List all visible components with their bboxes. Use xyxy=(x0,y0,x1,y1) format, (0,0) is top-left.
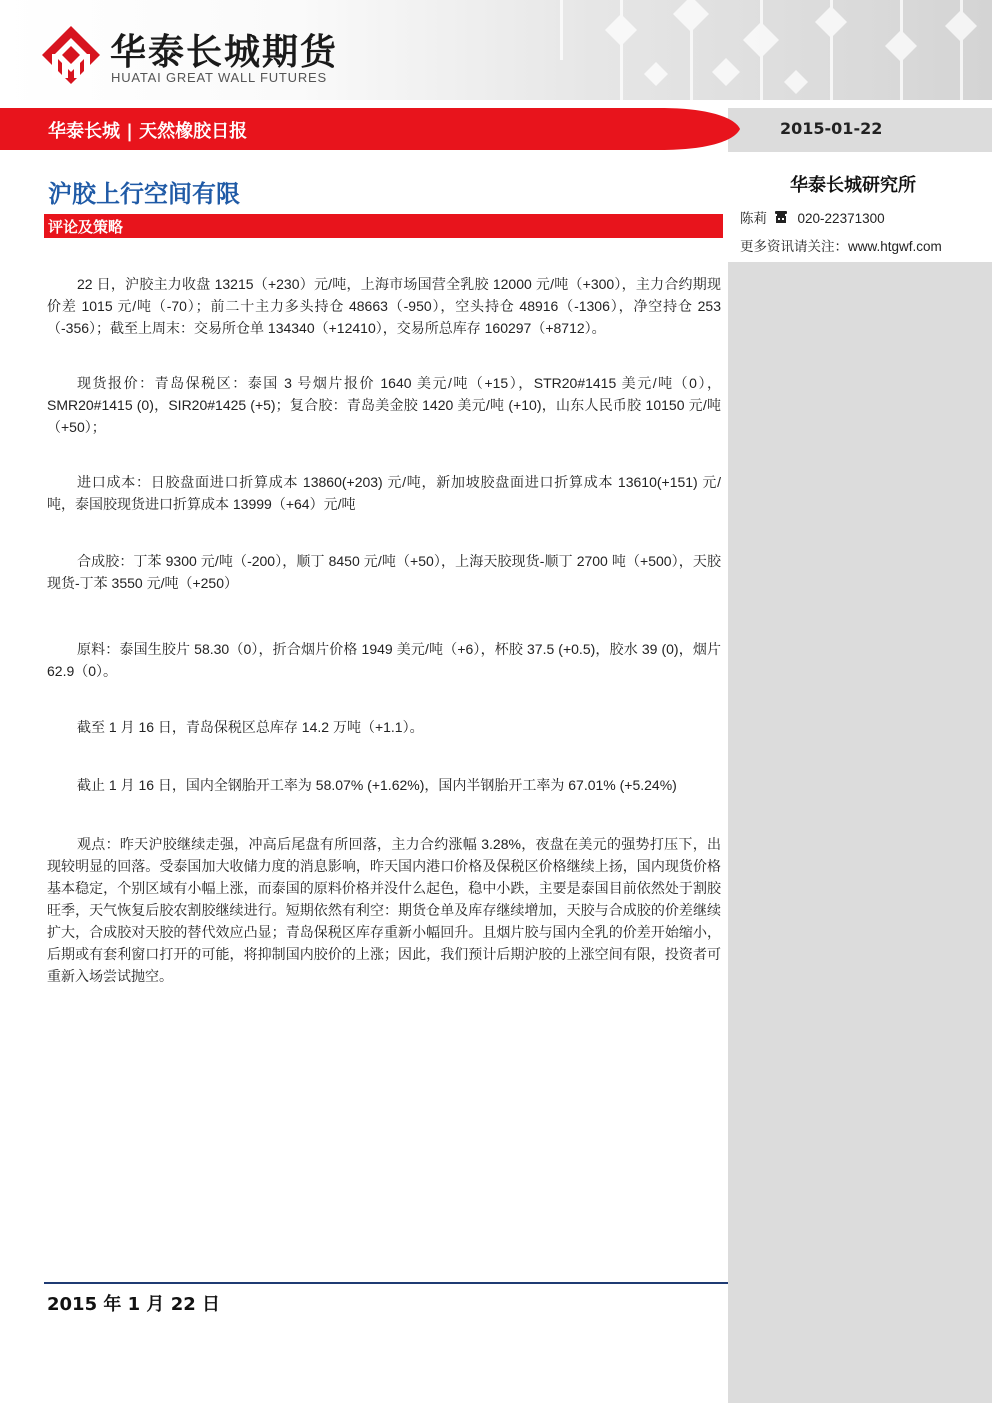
analyst-phone: 020-22371300 xyxy=(797,211,885,226)
paragraph-viewpoint: 观点：昨天沪胶继续走强，冲高后尾盘有所回落，主力合约涨幅 3.28%，夜盘在美元的强势打压下，出现较明显的回落。受泰国加大收储力度的消息影响，昨天国内港口价格及保税区价格继续上扬，国内现货价格基本稳定，个别区域有小幅上涨，而泰国的原料价格并没什么起色，稳中小跌，主要是泰国目前依然处于割胶旺季，天气恢复后胶农割胶继续进行。短期依然有利空：期货仓单及库存继续增加，天胶与合成胶的价差继续扩大，合成胶对天胶的替代效应凸显；青岛保税区库存重新小幅回升。且烟片胶与国内全乳的价差开始缩小，后期或有套利窗口打开的可能，将抑制国内胶价的上涨；因此，我们预计后期沪胶的上涨空间有限，投资者可重新入场尝试抛空。 xyxy=(47,836,721,984)
paragraph-tire-operating-rate: 截止 1 月 16 日，国内全钢胎开工率为 58.07% (+1.62%)，国内半钢胎开工率为 67.01% (+5.24%) xyxy=(77,777,677,793)
paragraph-spot-prices: 现货报价：青岛保税区：泰国 3 号烟片报价 1640 美元/吨（+15），STR20#1415 美元/吨（0），SMR20#1415 (0)，SIR20#1425 (+5)；复合胶：青岛美金胶 1420 美元/吨 (+10)，山东人民币胶 10150 元/吨（+50）； xyxy=(47,375,721,435)
huatai-logo-icon xyxy=(42,26,100,84)
institute-name: 华泰长城研究所 xyxy=(790,175,916,196)
paragraph-bonded-inventory: 截至 1 月 16 日，青岛保税区总库存 14.2 万吨（+1.1）。 xyxy=(77,719,424,735)
website-info[interactable]: 更多资讯请关注：www.htgwf.com xyxy=(740,239,942,254)
header-banner xyxy=(0,0,992,100)
sidebar xyxy=(728,108,992,1403)
page-title: 沪胶上行空间有限 xyxy=(48,180,240,208)
paragraph-raw-materials: 原料：泰国生胶片 58.30（0），折合烟片价格 1949 美元/吨（+6），杯胶 37.5 (+0.5)，胶水 39 (0)，烟片 62.9（0）。 xyxy=(47,641,721,679)
analyst-contact xyxy=(740,207,885,227)
telephone-icon xyxy=(774,210,788,224)
paragraph-synthetic-rubber: 合成胶：丁苯 9300 元/吨（-200），顺丁 8450 元/吨（+50），上海天胶现货-顺丁 2700 吨（+500），天胶现货-丁苯 3550 元/吨（+250） xyxy=(47,553,721,591)
analyst-name: 陈莉 xyxy=(740,211,767,226)
diamond-pattern-decoration xyxy=(560,0,992,100)
paragraph-import-cost: 进口成本：日胶盘面进口折算成本 13860(+203) 元/吨，新加坡胶盘面进口折算成本 13610(+151) 元/吨，泰国胶现货进口折算成本 13999（+64）元/吨 xyxy=(47,474,721,512)
report-title: 华泰长城 | 天然橡胶日报 xyxy=(48,121,248,142)
brand-name-cn: 华泰长城期货 xyxy=(110,32,339,73)
brand-name-en: HUATAI GREAT WALL FUTURES xyxy=(111,70,327,85)
paragraph-futures-summary: 22 日，沪胶主力收盘 13215（+230）元/吨，上海市场国营全乳胶 12000 元/吨（+300），主力合约期现价差 1015 元/吨（-70）；前二十主力多头持仓 48663（-950），空头持仓 48916（-1306），净空持仓 253（-356）；截至上周末：交易所仓单 134340（+12410），交易所总库存 160297（+8712）。 xyxy=(47,276,721,336)
section-heading: 评论及策略 xyxy=(48,218,124,236)
report-date: 2015-01-22 xyxy=(780,119,883,138)
footer-date: 2015 年 1 月 22 日 xyxy=(47,1294,221,1315)
section-header-bar xyxy=(44,214,723,238)
footer-divider xyxy=(44,1282,728,1284)
